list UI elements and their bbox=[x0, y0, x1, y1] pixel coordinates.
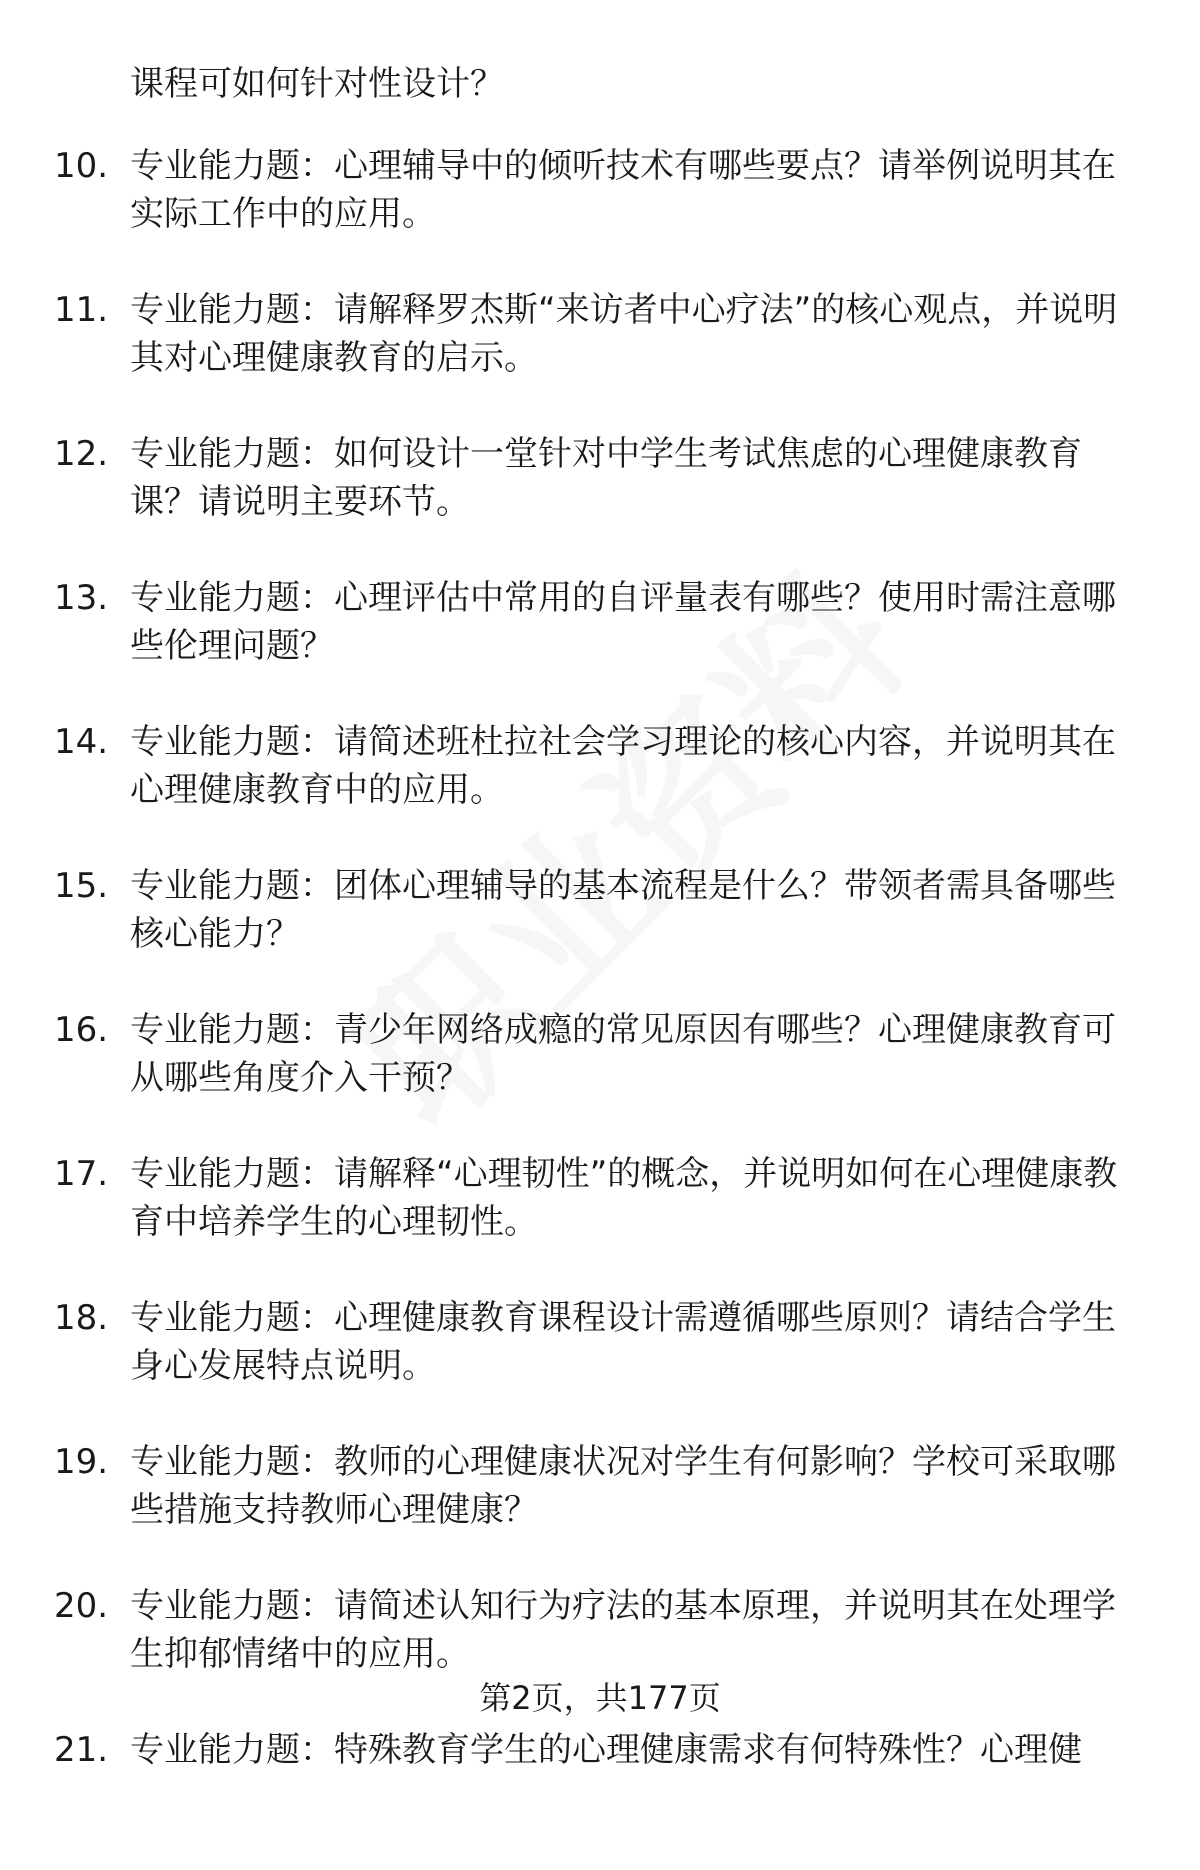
question-item bbox=[0, 1150, 1200, 1294]
page-number-footer: 第2页，共177页 bbox=[479, 1679, 721, 1717]
question-number: 16. bbox=[54, 1010, 109, 1050]
question-text: 专业能力题：请解释罗杰斯“来访者中心疗法”的核心观点，并说明其对心理健康教育的启示。 bbox=[130, 290, 1118, 378]
question-text: 专业能力题：教师的心理健康状况对学生有何影响？学校可采取哪些措施支持教师心理健康？ bbox=[130, 1442, 1116, 1530]
question-number: 18. bbox=[54, 1298, 109, 1338]
question-number: 13. bbox=[54, 578, 109, 618]
question-text: 专业能力题：心理辅导中的倾听技术有哪些要点？请举例说明其在实际工作中的应用。 bbox=[130, 146, 1116, 234]
question-number: 10. bbox=[54, 146, 109, 186]
question-number: 17. bbox=[54, 1154, 109, 1194]
question-text: 专业能力题：青少年网络成瘾的常见原因有哪些？心理健康教育可从哪些角度介入干预？ bbox=[130, 1010, 1116, 1098]
question-item bbox=[0, 1294, 1200, 1438]
question-text: 专业能力题：团体心理辅导的基本流程是什么？带领者需具备哪些核心能力？ bbox=[130, 866, 1116, 954]
question-text: 专业能力题：心理健康教育课程设计需遵循哪些原则？请结合学生身心发展特点说明。 bbox=[130, 1298, 1116, 1386]
question-text: 专业能力题：如何设计一堂针对中学生考试焦虑的心理健康教育课？请说明主要环节。 bbox=[130, 434, 1082, 522]
question-item bbox=[0, 574, 1200, 718]
question-item bbox=[0, 862, 1200, 1006]
question-number: 19. bbox=[54, 1442, 109, 1482]
question-number: 21. bbox=[54, 1730, 109, 1770]
question-number: 15. bbox=[54, 866, 109, 906]
question-text: 专业能力题：请解释“心理韧性”的概念，并说明如何在心理健康教育中培养学生的心理韧性。 bbox=[130, 1154, 1118, 1242]
question-number: 14. bbox=[54, 722, 109, 762]
question-item bbox=[0, 430, 1200, 574]
question-text: 专业能力题：心理评估中常用的自评量表有哪些？使用时需注意哪些伦理问题？ bbox=[130, 578, 1116, 666]
continuation-text: 课程可如何针对性设计？ bbox=[130, 64, 504, 104]
question-item bbox=[0, 286, 1200, 430]
question-item bbox=[0, 1006, 1200, 1150]
question-item bbox=[0, 1438, 1200, 1582]
question-text: 专业能力题：请简述班杜拉社会学习理论的核心内容，并说明其在心理健康教育中的应用。 bbox=[130, 722, 1116, 810]
question-number: 12. bbox=[54, 434, 109, 474]
question-number: 11. bbox=[54, 290, 109, 330]
question-text: 专业能力题：请简述认知行为疗法的基本原理，并说明其在处理学生抑郁情绪中的应用。 bbox=[130, 1586, 1116, 1674]
question-number: 20. bbox=[54, 1586, 109, 1626]
question-list bbox=[0, 142, 1200, 1870]
question-item bbox=[0, 142, 1200, 286]
question-text: 专业能力题：特殊教育学生的心理健康需求有何特殊性？心理健 bbox=[130, 1730, 1082, 1770]
question-item bbox=[0, 1726, 1200, 1870]
question-item bbox=[0, 718, 1200, 862]
